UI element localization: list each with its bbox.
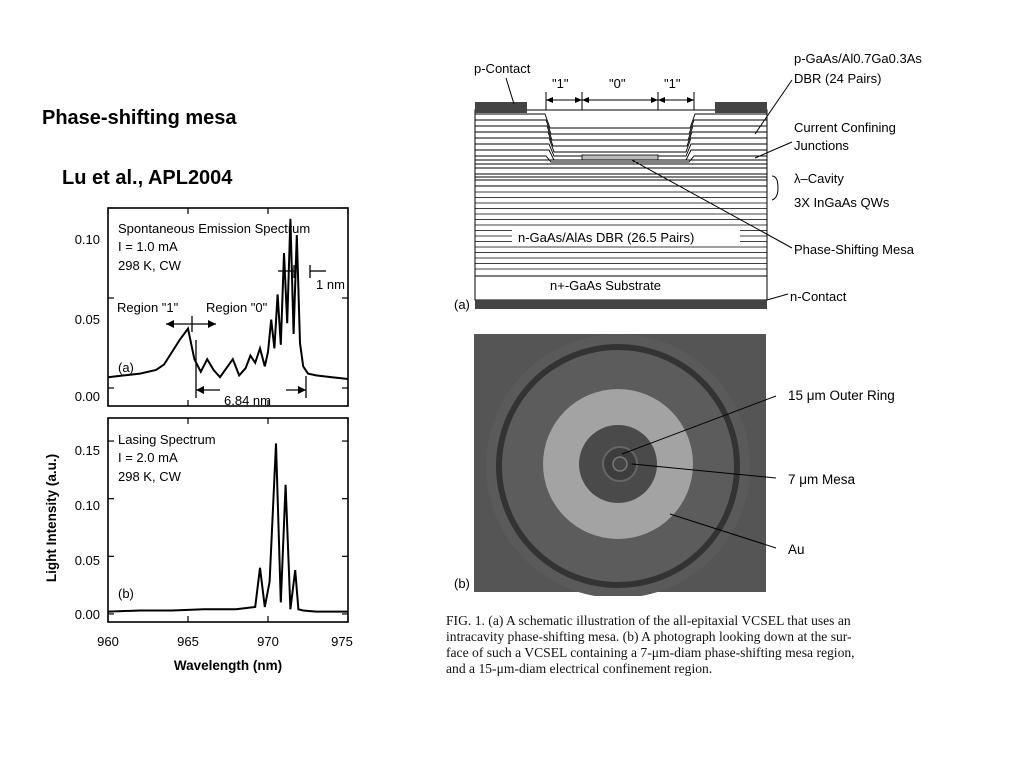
device-body [475,110,767,300]
n-contact [475,300,767,309]
panel-a-ytick-label: 0.10 [74,232,100,247]
label-confining: Current Confining [794,120,896,135]
panel-a-ytick-label: 0.00 [74,389,100,404]
schematic-panel-label: (a) [454,297,470,312]
x-axis-label: Wavelength (nm) [173,658,283,673]
label-substrate: n+-GaAs Substrate [550,278,661,293]
label-qws: 3X InGaAs QWs [794,195,890,210]
panel-b-xtick-label: 975 [331,634,353,649]
label-outer-ring: 15 μm Outer Ring [788,388,895,403]
panel-b-annotation: 298 K, CW [118,469,181,484]
vcsel-schematic [450,50,970,320]
panel-a-annotation: Spontaneous Emission Spectrum [118,221,311,236]
panel-b-annotation: I = 2.0 mA [118,450,178,465]
panel-b-ytick-label: 0.15 [74,443,100,458]
label-region-1-left: "1" [552,76,569,91]
panel-b-xtick-label: 965 [177,634,199,649]
panel-b-frame [108,418,348,622]
region-dimension-lines [546,92,694,110]
panel-a-annotation: 1 nm [316,277,345,292]
p-contact-right [715,102,767,113]
panel-a-annotation: Region "0" [206,300,268,315]
panel-b-annotation: Lasing Spectrum [118,432,216,447]
panel-b-ticks [108,418,348,622]
spectrum-figure [40,200,385,685]
bracket-arrow-head [298,386,306,394]
label-cavity: λ–Cavity [794,171,844,186]
label-au: Au [788,542,805,557]
panel-b-xtick-label: 960 [97,634,119,649]
panel-a-annotation: 6.84 nm [224,393,271,408]
figure-caption [446,613,855,677]
label-junctions: Junctions [794,138,849,153]
panel-a-annotation: 298 K, CW [118,258,181,273]
phase-shifting-mesa [582,155,658,160]
label-photo-mesa: 7 μm Mesa [788,472,856,487]
label-n-contact: n-Contact [790,289,847,304]
slide-title: Phase-shifting mesa [42,107,237,129]
caption-line: FIG. 1. (a) A schematic illustration of the all-epitaxial VCSEL that uses an [446,613,851,628]
label-region-0: "0" [609,76,626,91]
citation: Lu et al., APL2004 [62,167,233,189]
panel-b-xtick-label: 970 [257,634,279,649]
panel-b-annotation: (b) [118,586,134,601]
region-arrow-head [208,320,216,328]
mesa-center [613,457,627,471]
panel-b-ytick-label: 0.10 [74,498,100,513]
label-mesa: Phase-Shifting Mesa [794,242,914,257]
p-contact-left [475,102,527,113]
label-n-dbr: n-GaAs/AlAs DBR (26.5 Pairs) [518,230,695,245]
label-region-1-right: "1" [664,76,681,91]
label-p-dbr-pairs: DBR (24 Pairs) [794,71,882,86]
caption-line: and a 15-μm-diam electrical confinement region. [446,661,713,676]
caption-line: intracavity phase-shifting mesa. (b) A photograph looking down at the sur- [446,629,852,644]
panel-b-ytick-label: 0.05 [74,553,100,568]
bracket-arrow-head [196,386,204,394]
panel-a-annotation: Region "1" [117,300,179,315]
panel-b-ytick-label: 0.00 [74,607,100,622]
vcsel-photograph [450,334,950,596]
panel-a-annotation: (a) [118,360,134,375]
region-arrow-head [166,320,174,328]
label-p-dbr: p-GaAs/Al0.7Ga0.3As [794,51,922,66]
panel-a-ytick-label: 0.05 [74,312,100,327]
photo-panel-label: (b) [454,576,470,591]
label-p-contact: p-Contact [474,61,531,76]
caption-line: face of such a VCSEL containing a 7-μm-diam phase-shifting mesa region, [446,645,855,660]
y-axis-label: Light Intensity (a.u.) [44,453,59,583]
panel-a-annotation: I = 1.0 mA [118,239,178,254]
